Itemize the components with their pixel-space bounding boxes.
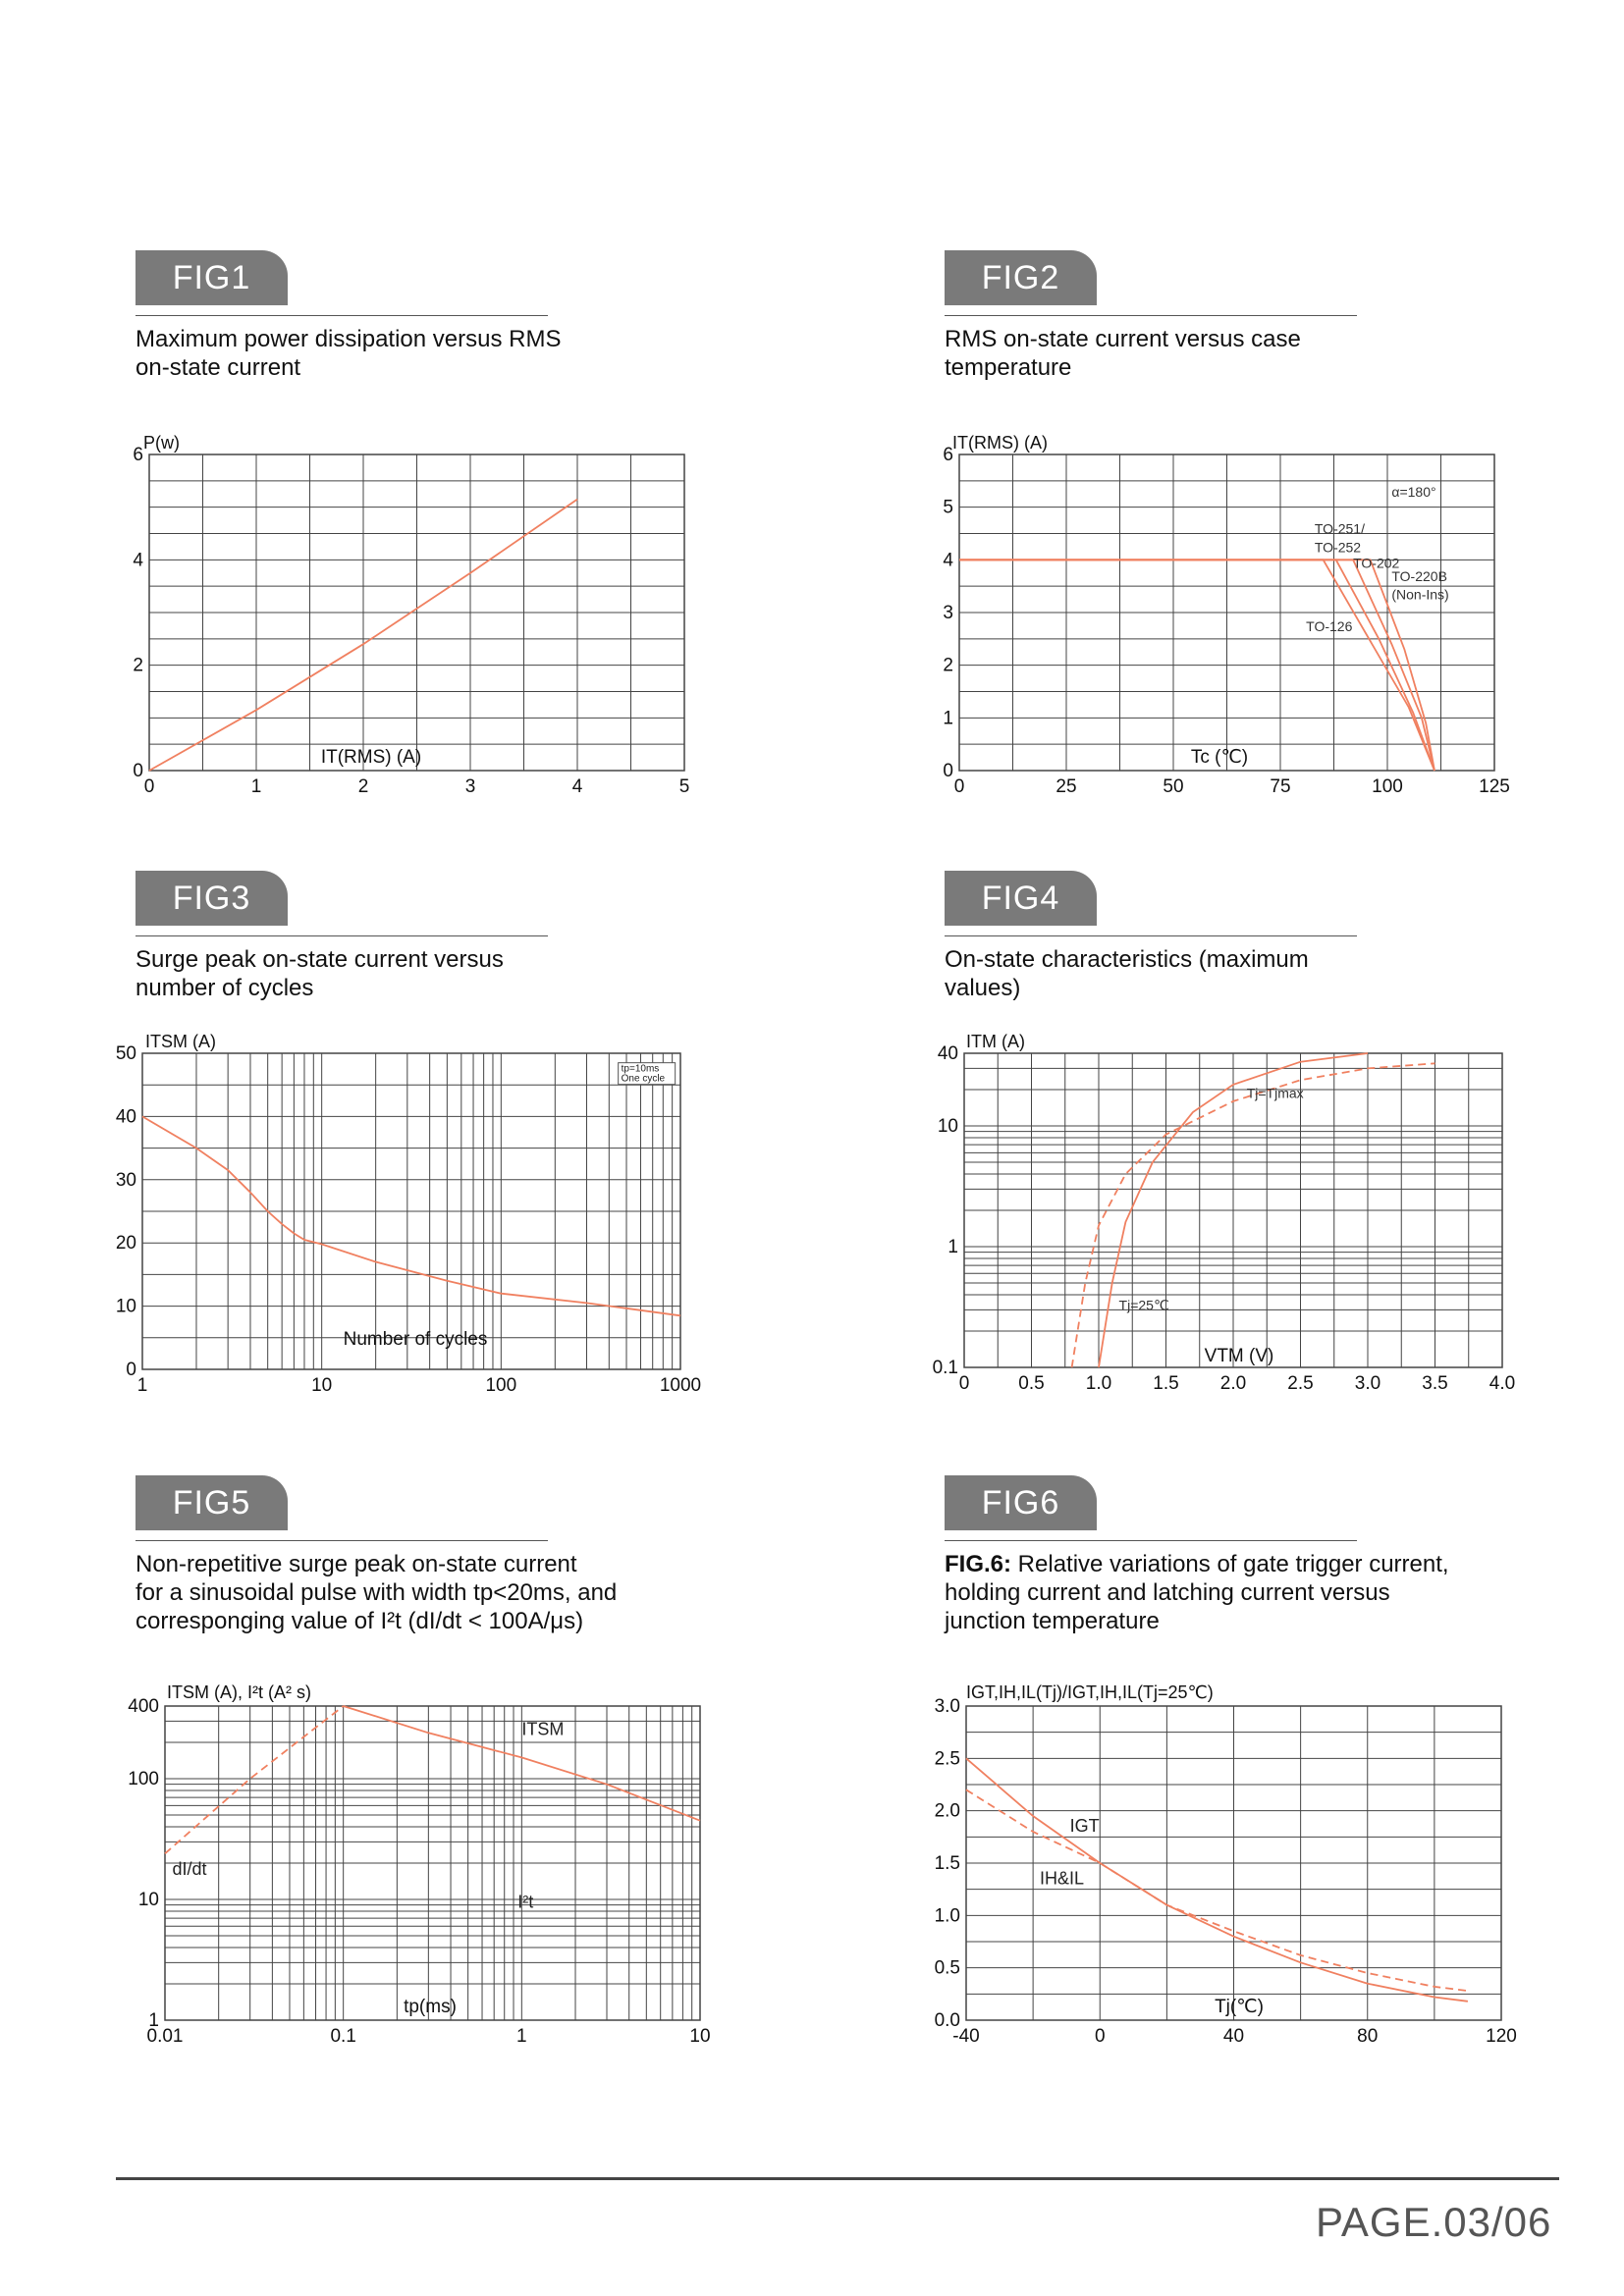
y-tick-label: 6 — [943, 445, 953, 465]
fig1-rule — [135, 315, 548, 316]
y-tick-label: 1.5 — [934, 1853, 960, 1874]
fig5-badge: FIG5 — [135, 1475, 288, 1530]
annotation-alpha: α=180° — [1391, 483, 1436, 500]
x-axis-label: Tj(℃) — [1215, 1997, 1264, 2017]
label-to-251: TO-251/ — [1314, 520, 1365, 537]
y-tick-label: 30 — [115, 1169, 136, 1191]
x-tick-label: 3.0 — [1354, 1373, 1381, 1394]
fig6-rule — [945, 1540, 1357, 1541]
x-tick-label: 0 — [953, 776, 965, 797]
label-ih-il: IH&IL — [1039, 1868, 1084, 1889]
x-tick-label: 3 — [464, 776, 476, 797]
x-tick-label: 1000 — [659, 1375, 702, 1396]
x-tick-label: 10 — [689, 2026, 711, 2047]
y-tick-label: 6 — [133, 445, 143, 465]
y-tick-label: 40 — [115, 1106, 136, 1128]
fig1-description: Maximum power dissipation versus RMS on-state current — [135, 326, 562, 381]
fig2-rule — [945, 315, 1357, 316]
x-tick-label: 3.5 — [1422, 1373, 1448, 1394]
y-axis-label: P(w) — [143, 433, 180, 453]
y-tick-label: 1 — [148, 2010, 159, 2031]
x-tick-label: 50 — [1163, 776, 1184, 797]
x-tick-label: 10 — [311, 1375, 333, 1396]
x-tick-label: 0 — [143, 776, 155, 797]
label-non-ins: (Non-Ins) — [1391, 586, 1449, 603]
fig1-chart — [133, 417, 823, 797]
fig2-panel — [945, 250, 1624, 839]
fig3-rule — [135, 935, 548, 936]
x-tick-label: 1 — [136, 1375, 148, 1396]
x-tick-label: 100 — [1372, 776, 1403, 797]
x-tick-label: 4.0 — [1489, 1373, 1516, 1394]
legend-tp: tp=10ms — [621, 1063, 660, 1075]
fig2-description: RMS on-state current versus case temperature — [945, 326, 1301, 381]
x-tick-label: 4 — [571, 776, 583, 797]
y-tick-label: 0 — [133, 761, 143, 781]
fig4-rule — [945, 935, 1357, 936]
series-ih-il — [966, 1789, 1468, 1991]
fig1-panel — [135, 250, 823, 839]
label-i2t: I²t — [517, 1892, 534, 1912]
x-tick-label: 2 — [357, 776, 369, 797]
x-tick-label: 1.5 — [1153, 1373, 1179, 1394]
x-axis-label: IT(RMS) (A) — [320, 747, 422, 768]
y-axis-label: IT(RMS) (A) — [952, 433, 1048, 453]
y-tick-label: 400 — [128, 1696, 159, 1717]
y-tick-label: 100 — [128, 1769, 159, 1790]
legend-cycle: One cycle — [621, 1073, 666, 1085]
x-tick-label: 1.0 — [1085, 1373, 1112, 1394]
fig2-chart — [943, 417, 1624, 797]
y-tick-label: 2 — [133, 655, 143, 676]
fig6-description-text: Relative variations of gate trigger current, holding current and latching current versus junction temperature — [945, 1551, 1449, 1634]
y-tick-label: 40 — [937, 1043, 958, 1064]
y-axis-label: ITSM (A), I²t (A² s) — [167, 1682, 311, 1702]
y-axis-label: IGT,IH,IL(Tj)/IGT,IH,IL(Tj=25℃) — [966, 1682, 1214, 1702]
x-tick-label: 80 — [1357, 2026, 1379, 2047]
fig5-description: Non-repetitive surge peak on-state current for a sinusoidal pulse with width tp<20ms, and corresponging value of I²t (dI/dt < 100A/μs) — [135, 1551, 618, 1634]
label-tj25: Tj=25℃ — [1118, 1297, 1169, 1313]
label-didt: dI/dt — [172, 1858, 207, 1879]
y-tick-label: 2 — [943, 655, 953, 676]
x-tick-label: 0 — [1094, 2026, 1106, 2047]
x-tick-label: 2.0 — [1219, 1373, 1247, 1394]
x-tick-label: 0.1 — [330, 2026, 356, 2047]
x-tick-label: -40 — [952, 2026, 980, 2047]
fig3-description: Surge peak on-state current versus number of cycles — [135, 946, 504, 1001]
fig6-chart — [934, 1667, 1624, 2059]
x-tick-label: 0 — [958, 1373, 970, 1394]
fig4-chart — [932, 1016, 1624, 1394]
fig6-description-prefix: FIG.6: — [945, 1551, 1012, 1577]
x-tick-label: 2.5 — [1287, 1373, 1314, 1394]
y-tick-label: 0 — [943, 761, 953, 781]
fig1-badge: FIG1 — [135, 250, 288, 305]
footer-rule — [116, 2177, 1559, 2180]
fig4-panel — [932, 871, 1624, 1460]
series-tj-tjmax — [1072, 1063, 1435, 1367]
y-tick-label: 4 — [133, 550, 143, 571]
y-tick-label: 0 — [126, 1360, 136, 1380]
x-tick-label: 25 — [1056, 776, 1077, 797]
fig4-description: On-state characteristics (maximum values) — [945, 946, 1309, 1001]
fig6-badge: FIG6 — [945, 1475, 1097, 1530]
fig4-badge: FIG4 — [945, 871, 1097, 926]
y-tick-label: 3 — [943, 603, 953, 623]
y-tick-label: 2.5 — [934, 1748, 960, 1770]
y-tick-label: 5 — [943, 497, 953, 518]
fig3-chart — [115, 1016, 823, 1396]
y-tick-label: 1 — [943, 708, 953, 729]
y-axis-label: ITM (A) — [966, 1032, 1025, 1051]
series-di-dt — [165, 1706, 344, 1853]
y-tick-label: 0.5 — [934, 1957, 960, 1979]
fig3-badge: FIG3 — [135, 871, 288, 926]
label-to-202: TO-202 — [1353, 555, 1400, 571]
label-to-220b: TO-220B — [1391, 567, 1447, 584]
fig5-chart — [128, 1667, 823, 2059]
x-tick-label: 1 — [250, 776, 262, 797]
fig3-panel — [115, 871, 823, 1460]
fig2-badge: FIG2 — [945, 250, 1097, 305]
y-axis-label: ITSM (A) — [145, 1032, 216, 1051]
page-number: PAGE.03/06 — [1316, 2199, 1552, 2245]
y-tick-label: 0.1 — [932, 1358, 958, 1378]
fig6-panel — [934, 1475, 1624, 2064]
y-tick-label: 1.0 — [934, 1905, 960, 1927]
label-tjmax: Tj=Tjmax — [1246, 1085, 1304, 1101]
y-tick-label: 2.0 — [934, 1800, 960, 1822]
x-tick-label: 75 — [1270, 776, 1291, 797]
y-tick-label: 1 — [947, 1237, 958, 1258]
x-tick-label: 40 — [1222, 2026, 1245, 2047]
y-tick-label: 3.0 — [934, 1696, 960, 1717]
series-itsm — [142, 1116, 680, 1315]
x-axis-label: Number of cycles — [343, 1329, 488, 1350]
y-tick-label: 20 — [115, 1233, 136, 1255]
fig6-description — [945, 1550, 1534, 1635]
label-igt: IGT — [1069, 1816, 1100, 1836]
x-axis-label: tp(ms) — [404, 1997, 457, 2017]
fig5-panel — [128, 1475, 823, 2064]
label-itsm: ITSM — [521, 1719, 565, 1739]
y-tick-label: 50 — [115, 1043, 136, 1064]
x-tick-label: 120 — [1486, 2026, 1517, 2047]
x-tick-label: 1 — [516, 2026, 527, 2047]
x-tick-label: 0.5 — [1018, 1373, 1045, 1394]
fig5-rule — [135, 1540, 548, 1541]
x-tick-label: 5 — [678, 776, 690, 797]
x-tick-label: 0.01 — [146, 2026, 184, 2047]
x-tick-label: 100 — [485, 1375, 517, 1396]
y-tick-label: 10 — [937, 1116, 958, 1138]
x-axis-label: Tc (℃) — [1190, 747, 1249, 768]
y-tick-label: 4 — [943, 550, 953, 571]
label-to-252: TO-252 — [1314, 539, 1362, 556]
x-tick-label: 125 — [1479, 776, 1510, 797]
x-axis-label: VTM (V) — [1204, 1346, 1274, 1366]
y-tick-label: 10 — [115, 1296, 136, 1317]
y-tick-label: 10 — [137, 1890, 159, 1911]
y-tick-label: 0.0 — [934, 2010, 960, 2031]
label-to-126: TO-126 — [1306, 617, 1353, 634]
